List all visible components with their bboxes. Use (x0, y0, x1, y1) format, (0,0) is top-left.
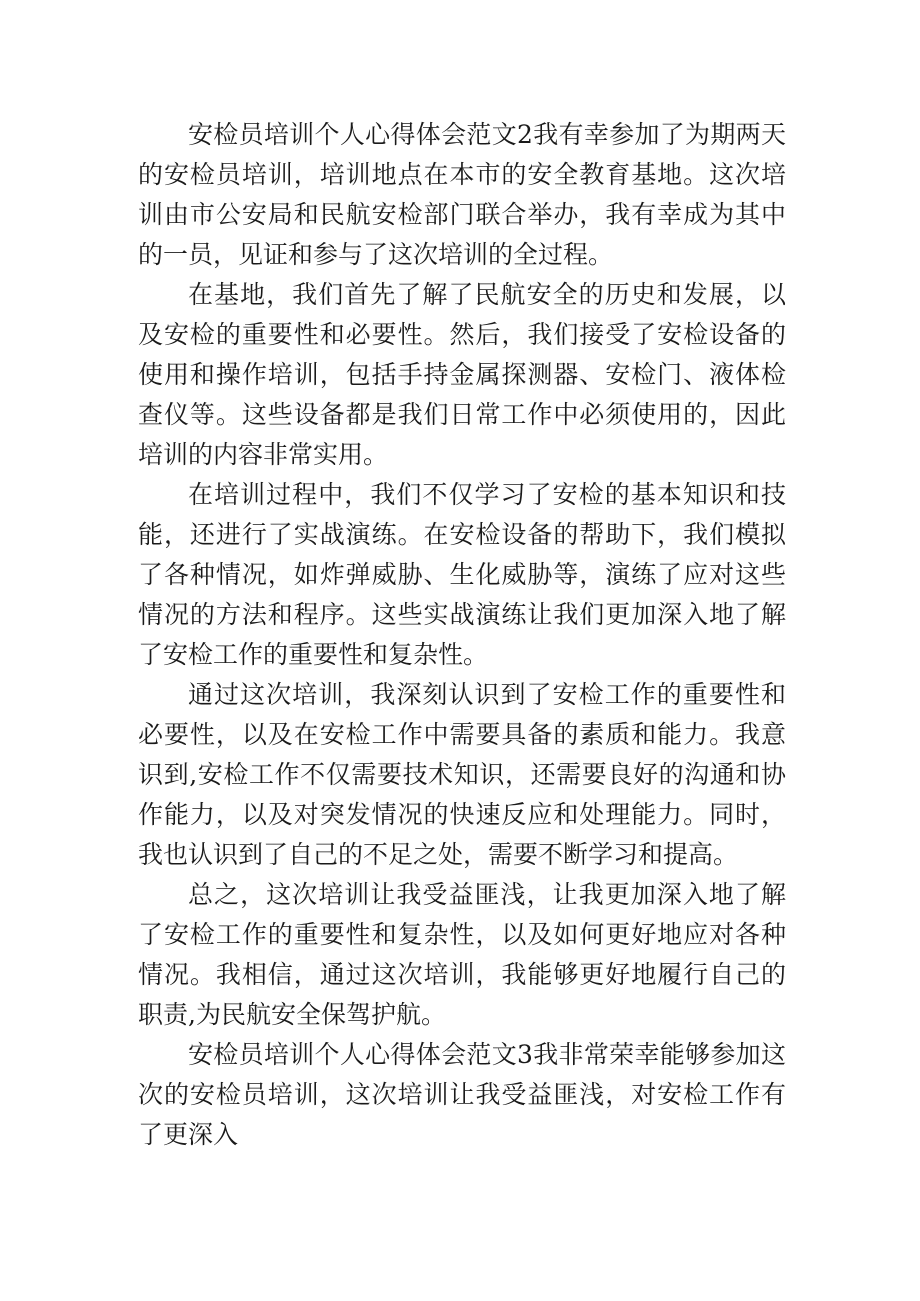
document-body (138, 115, 786, 1155)
paragraph: 安检员培训个人心得体会范文3我非常荣幸能够参加这次的安检员培训，这次培训让我受益匪浅，对安检工作有了更深入 (138, 1040, 786, 1149)
paragraph: 在基地，我们首先了解了民航安全的历史和发展，以及安检的重要性和必要性。然后，我们接受了安检设备的使用和操作培训，包括手持金属探测器、安检门、液体检查仪等。这些设备都是我们日常工作中必须使用的，因此培训的内容非常实用。 (138, 280, 786, 469)
paragraph: 总之，这次培训让我受益匪浅，让我更加深入地了解了安检工作的重要性和复杂性，以及如何更好地应对各种情况。我相信，通过这次培训，我能够更好地履行自己的职责,为民航安全保驾护航。 (138, 880, 786, 1029)
paragraph: 在培训过程中，我们不仅学习了安检的基本知识和技能，还进行了实战演练。在安检设备的帮助下，我们模拟了各种情况，如炸弹威胁、生化威胁等，演练了应对这些情况的方法和程序。这些实战演练让我们更加深入地了解了安检工作的重要性和复杂性。 (138, 480, 786, 669)
paragraph: 安检员培训个人心得体会范文2我有幸参加了为期两天的安检员培训，培训地点在本市的安全教育基地。这次培训由市公安局和民航安检部门联合举办，我有幸成为其中的一员，见证和参与了这次培训的全过程。 (138, 120, 786, 269)
paragraph: 通过这次培训，我深刻认识到了安检工作的重要性和必要性，以及在安检工作中需要具备的素质和能力。我意识到,安检工作不仅需要技术知识，还需要良好的沟通和协作能力，以及对突发情况的快速反应和处理能力。同时，我也认识到了自己的不足之处，需要不断学习和提高。 (138, 680, 786, 869)
